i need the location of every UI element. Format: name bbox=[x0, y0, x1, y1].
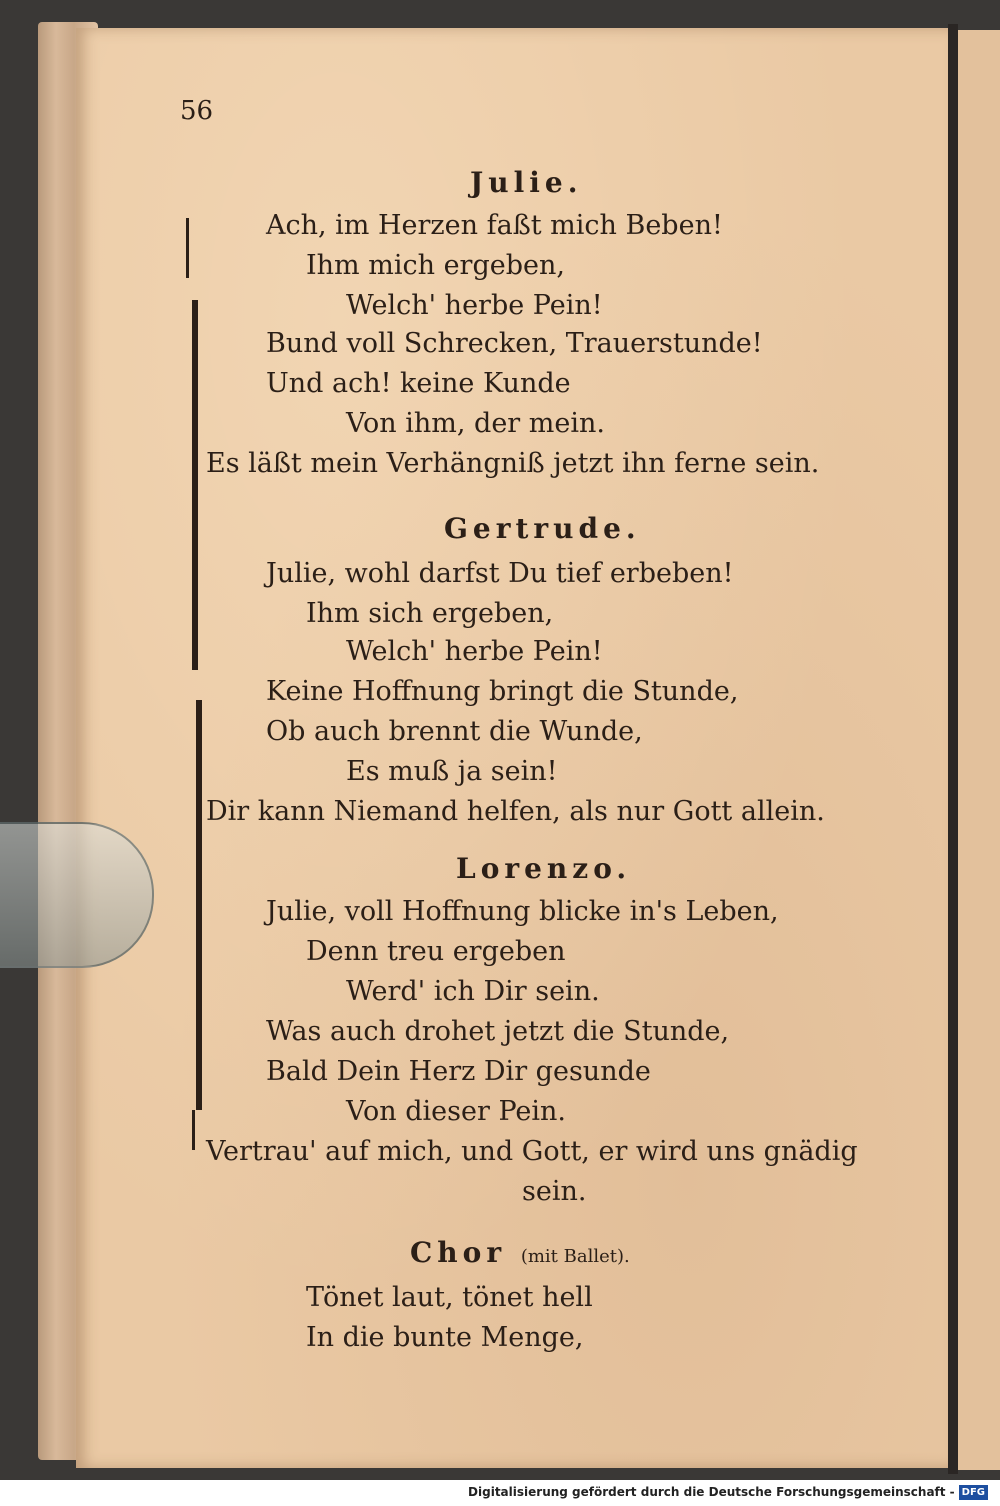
verse-line: Tönet laut, tönet hell bbox=[306, 1282, 593, 1313]
margin-bracket bbox=[192, 300, 198, 670]
speaker-chor-note: (mit Ballet). bbox=[520, 1246, 630, 1267]
dfg-logo: DFG bbox=[959, 1485, 988, 1500]
verse-line: Bald Dein Herz Dir gesunde bbox=[266, 1056, 651, 1087]
verse-line: Ihm sich ergeben, bbox=[306, 598, 554, 629]
verse-line: Was auch drohet jetzt die Stunde, bbox=[266, 1016, 730, 1047]
speaker-chor bbox=[410, 1236, 630, 1269]
margin-bracket bbox=[186, 218, 189, 278]
verse-line: Welch' herbe Pein! bbox=[346, 636, 603, 667]
footer-credit bbox=[468, 1482, 988, 1502]
verse-line: Julie, voll Hoffnung blicke in's Leben, bbox=[266, 896, 779, 927]
verse-line: Julie, wohl darfst Du tief erbeben! bbox=[266, 558, 734, 589]
footer-text: Digitalisierung gefördert durch die Deutsche Forschungsgemeinschaft - bbox=[468, 1485, 955, 1499]
verse-line: sein. bbox=[522, 1176, 587, 1207]
verse-line: In die bunte Menge, bbox=[306, 1322, 584, 1353]
verse-line: Ob auch brennt die Wunde, bbox=[266, 716, 643, 747]
margin-bracket bbox=[196, 700, 202, 1110]
verse-line: Werd' ich Dir sein. bbox=[346, 976, 600, 1007]
verse-line: Dir kann Niemand helfen, als nur Gott allein. bbox=[206, 796, 825, 827]
verse-line: Keine Hoffnung bringt die Stunde, bbox=[266, 676, 739, 707]
speaker-chor-name: Chor bbox=[410, 1236, 507, 1269]
margin-bracket bbox=[192, 1110, 195, 1150]
page-number: 56 bbox=[180, 96, 214, 126]
verse-line: Von ihm, der mein. bbox=[346, 408, 605, 439]
verse-line: Und ach! keine Kunde bbox=[266, 368, 571, 399]
verse-line: Es läßt mein Verhängniß jetzt ihn ferne sein. bbox=[206, 448, 820, 479]
glass-page-clip bbox=[0, 822, 154, 968]
speaker-lorenzo: Lorenzo. bbox=[456, 852, 632, 885]
verse-line: Bund voll Schrecken, Trauerstunde! bbox=[266, 328, 763, 359]
speaker-gertrude: Gertrude. bbox=[444, 512, 641, 545]
verse-line: Ach, im Herzen faßt mich Beben! bbox=[266, 210, 723, 241]
verse-line: Es muß ja sein! bbox=[346, 756, 558, 787]
verse-line: Denn treu ergeben bbox=[306, 936, 566, 967]
speaker-julie: Julie. bbox=[470, 166, 583, 199]
verse-line: Von dieser Pein. bbox=[346, 1096, 567, 1127]
book-gutter bbox=[948, 24, 958, 1474]
verse-line: Welch' herbe Pein! bbox=[346, 290, 603, 321]
verse-line: Ihm mich ergeben, bbox=[306, 250, 565, 281]
verse-line: Vertrau' auf mich, und Gott, er wird uns gnädig bbox=[206, 1136, 858, 1167]
facing-page-edge bbox=[958, 30, 1000, 1470]
